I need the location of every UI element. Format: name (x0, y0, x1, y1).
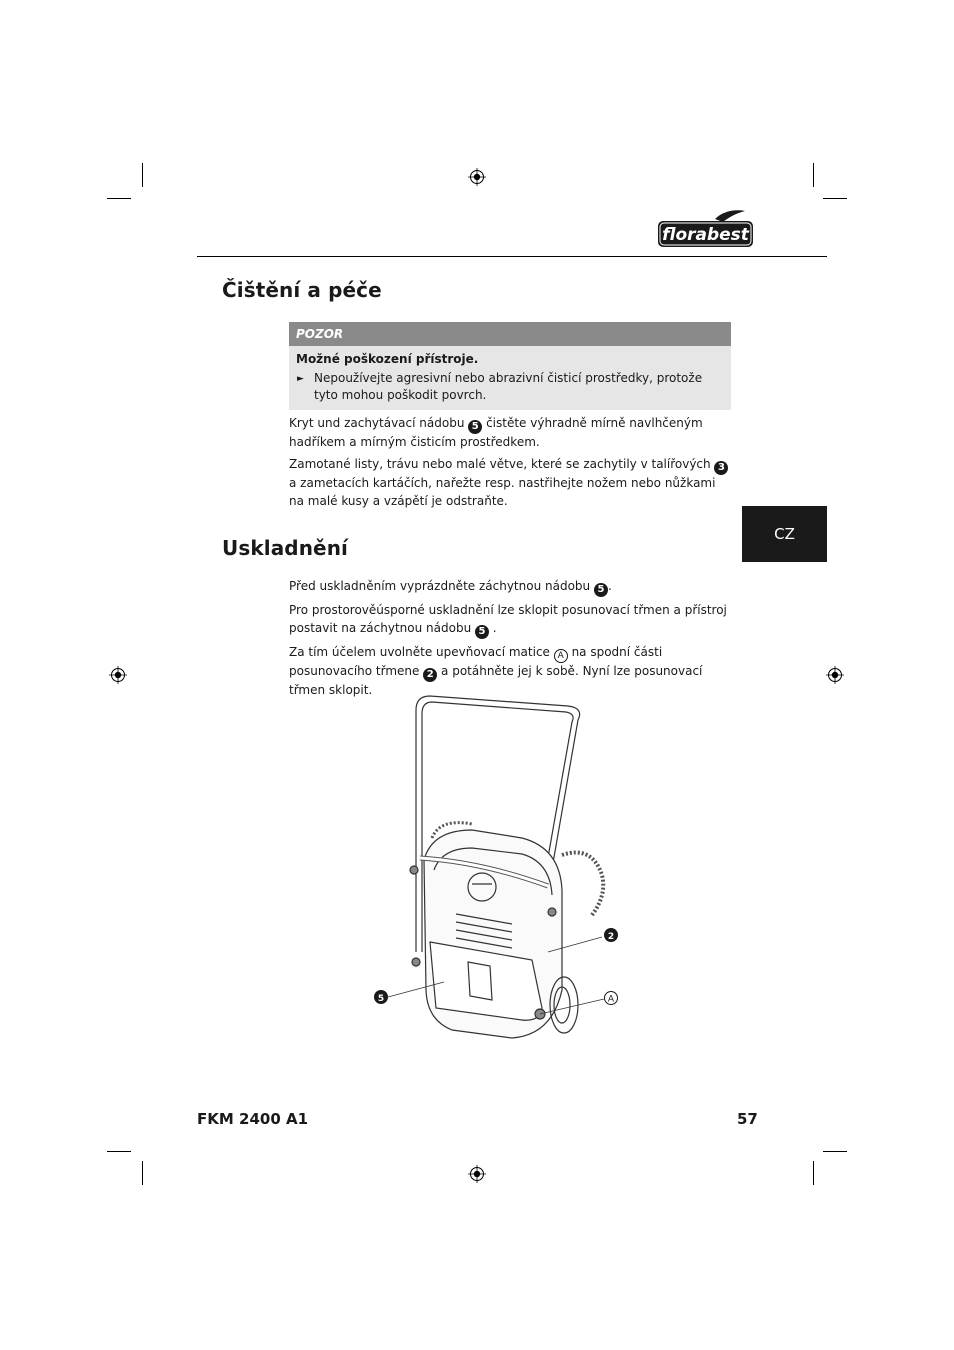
section-title-cleaning: Čištění a péče (222, 278, 382, 302)
text-run: Před uskladněním vyprázdněte záchytnou nádobu (289, 579, 594, 593)
callout-number: 5 (475, 625, 489, 639)
callout-number: 3 (714, 461, 728, 475)
svg-text:florabest: florabest (662, 225, 749, 245)
text-run: Zamotané listy, trávu nebo malé větve, které se zachytily v talířových (289, 457, 715, 471)
text-run: Za tím účelem uvolněte upevňovací matice (289, 645, 554, 659)
text-run: a zametacích kartáčích, nařežte resp. nastřihejte nožem nebo nůžkami na malé kusy a vzápětí je odstraňte. (289, 476, 716, 508)
paragraph (289, 456, 734, 510)
registration-mark-icon (109, 666, 127, 684)
crop-mark (142, 1161, 143, 1185)
callout-number: 5 (594, 583, 608, 597)
registration-mark-icon (826, 666, 844, 684)
warning-item (289, 367, 731, 404)
text-run: Pro prostorověúsporné uskladnění lze sklopit posunovací třmen a přístroj postavit na záchytnou nádobu (289, 603, 727, 635)
warning-label: POZOR (289, 322, 731, 346)
registration-mark-icon (468, 1165, 486, 1183)
crop-mark (107, 1151, 131, 1152)
callout-number: 2 (423, 668, 437, 682)
language-tab: CZ (742, 506, 827, 562)
arrow-right-icon: ► (297, 374, 304, 384)
crop-mark (813, 1161, 814, 1185)
text-run: čistěte výhradně mírně navlhčeným hadříkem a mírným čisticím prostředkem. (289, 416, 703, 449)
text-run: a potáhněte jej k sobě. Nyní lze posunovací třmen sklopit. (289, 664, 703, 697)
callout-label: 5 (377, 994, 385, 1004)
crop-mark (142, 163, 143, 187)
paragraph (289, 415, 734, 452)
paragraph (289, 578, 734, 597)
warning-subtitle: Možné poškození přístroje. (296, 352, 479, 366)
page-number: 57 (737, 1110, 758, 1128)
text-run: na spodní části posunovacího třmene (289, 645, 663, 678)
text-run: Kryt und zachytávací nádobu (289, 416, 469, 430)
crop-mark (823, 198, 847, 199)
sweeper-illustration (372, 690, 622, 1045)
header-rule (197, 256, 827, 257)
section-title-storage: Uskladnění (222, 536, 349, 560)
footer-model: FKM 2400 A1 (197, 1110, 309, 1128)
warning-item-text: Nepoužívejte agresivní nebo abrazivní čisticí prostředky, protože tyto mohou poškodit povrch. (314, 371, 703, 402)
text-run: . (488, 620, 497, 635)
callout-number: 5 (468, 420, 482, 434)
callout-label: 2 (607, 932, 615, 942)
paragraph (289, 602, 734, 639)
text-run: . (607, 579, 612, 593)
registration-mark-icon (468, 168, 486, 186)
callout-letter: A (554, 649, 568, 663)
florabest-logo (657, 207, 754, 249)
crop-mark (823, 1151, 847, 1152)
warning-box (289, 322, 731, 410)
callout-label: A (607, 994, 615, 1005)
crop-mark (107, 198, 131, 199)
crop-mark (813, 163, 814, 187)
